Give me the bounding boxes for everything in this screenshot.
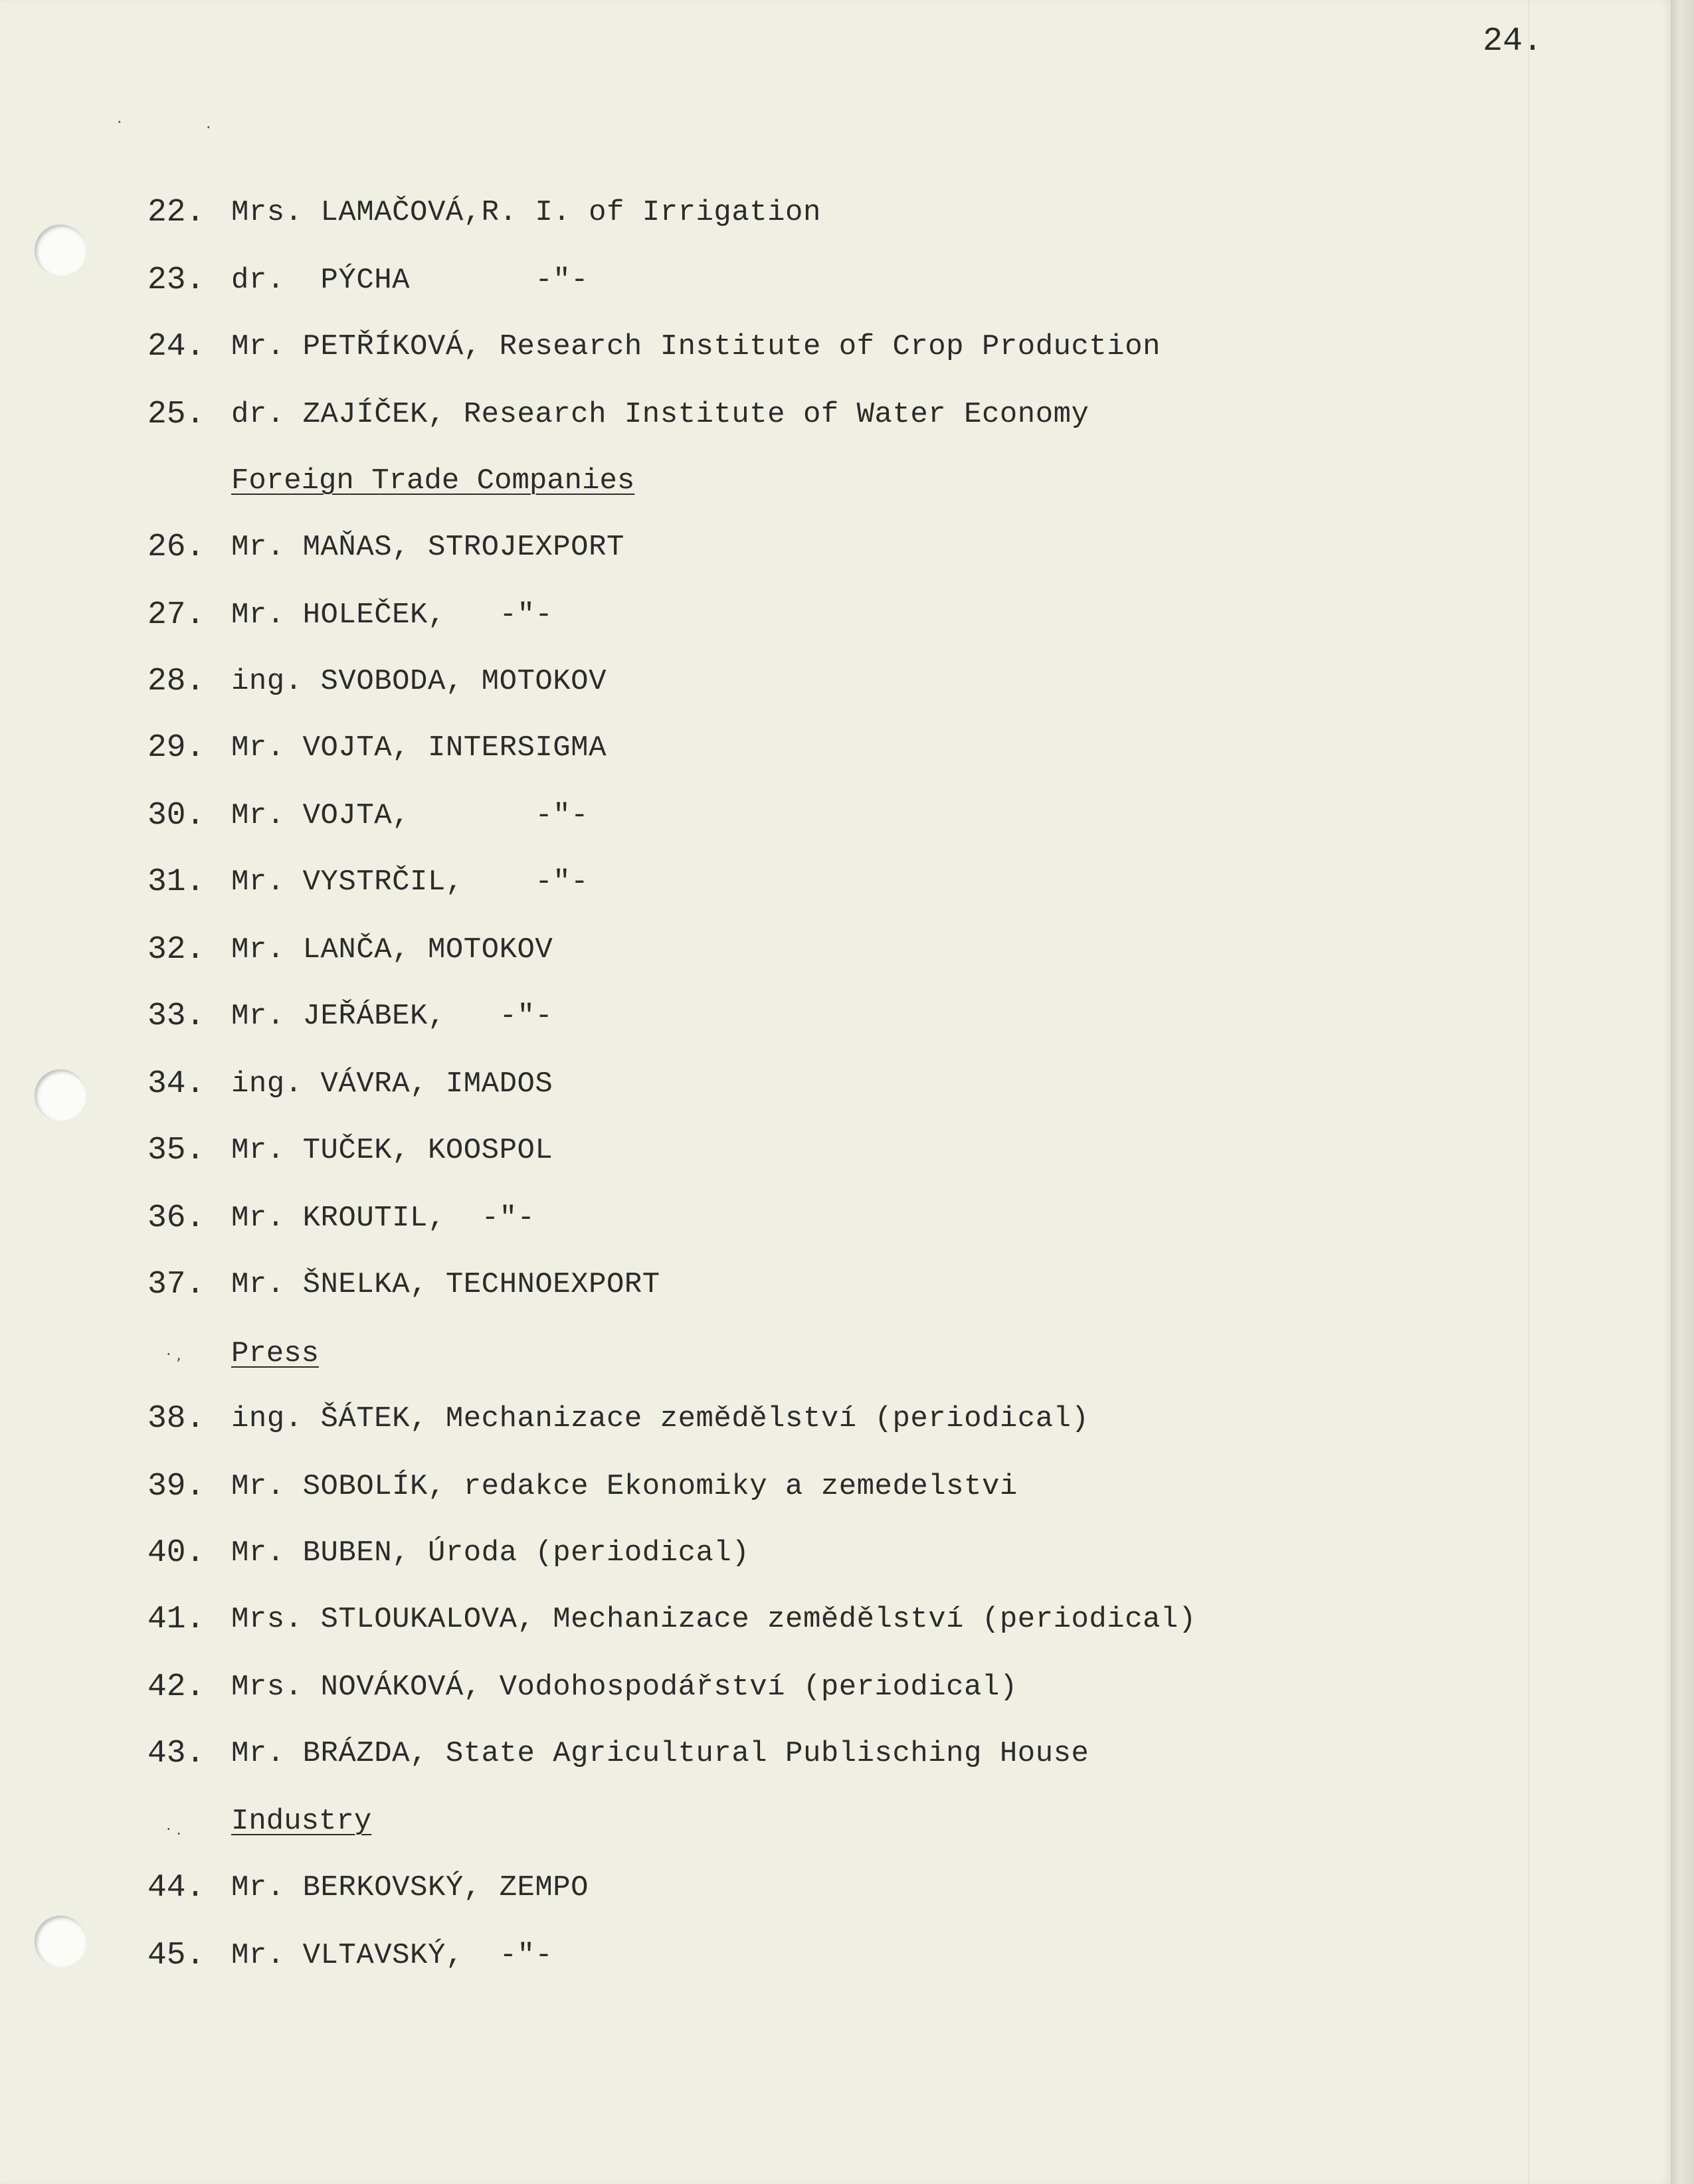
item-text: Mr. MAŇAS, STROJEXPORT (231, 531, 624, 564)
item-number: 29. (147, 730, 205, 766)
list-item (147, 1063, 553, 1105)
item-text: Mr. VLTAVSKÝ, -"- (231, 1939, 553, 1972)
item-text: Mr. LANČA, MOTOKOV (231, 933, 553, 966)
item-text: Mr. SOBOLÍK, redakce Ekonomiky a zemedelstvi (231, 1470, 1018, 1503)
item-text: Mr. VOJTA, INTERSIGMA (231, 731, 607, 765)
item-text: Mr. BRÁZDA, State Agricultural Publisching House (231, 1737, 1089, 1770)
list-item (147, 393, 1089, 436)
paper-speck: · (117, 113, 122, 132)
item-text: Mr. TUČEK, KOOSPOL (231, 1134, 553, 1167)
section-heading-industry: Industry (231, 1805, 372, 1838)
item-number: 34. (147, 1066, 205, 1102)
list-item (147, 1532, 750, 1574)
list-item (147, 1666, 1018, 1708)
item-text: Mrs. LAMAČOVÁ,R. I. of Irrigation (231, 196, 821, 229)
paper-speck: · (206, 118, 211, 137)
item-text: Mr. JEŘÁBEK, -"- (231, 1000, 553, 1033)
list-item (147, 1934, 553, 1977)
list-item (147, 1866, 589, 1909)
list-item (147, 1598, 1196, 1641)
item-number: 22. (147, 195, 205, 230)
item-text: Mr. VOJTA, -"- (231, 799, 589, 832)
item-number: 33. (147, 998, 205, 1034)
item-text: ing. ŠÁTEK, Mechanizace zemědělství (periodical) (231, 1402, 1089, 1435)
item-number: 24. (147, 329, 205, 365)
list-item (147, 325, 1161, 368)
paper-crease (1528, 0, 1529, 2184)
list-item (147, 259, 589, 302)
item-number: 31. (147, 864, 205, 900)
item-number: 38. (147, 1401, 205, 1437)
item-text: dr. ZAJÍČEK, Research Institute of Water Economy (231, 398, 1089, 431)
list-item (147, 1197, 535, 1239)
item-text: Mrs. STLOUKALOVA, Mechanizace zemědělství (periodical) (231, 1603, 1196, 1636)
item-text: Mr. ŠNELKA, TECHNOEXPORT (231, 1268, 660, 1301)
item-number: 25. (147, 397, 205, 432)
item-number: 23. (147, 262, 205, 298)
item-number: 39. (147, 1469, 205, 1504)
list-item (147, 526, 624, 569)
page-number: 24. (1483, 23, 1543, 60)
item-number: 35. (147, 1133, 205, 1168)
item-number: 36. (147, 1200, 205, 1236)
item-number: 42. (147, 1669, 205, 1705)
paper-speck: · . (166, 1820, 181, 1839)
item-text: Mr. BERKOVSKÝ, ZEMPO (231, 1871, 589, 1904)
punch-hole-bottom (35, 1916, 86, 1967)
list-item (147, 1263, 660, 1306)
list-item (147, 794, 589, 837)
list-item (147, 995, 553, 1038)
item-text: Mr. VYSTRČIL, -"- (231, 865, 589, 899)
paper-speck: · , (166, 1345, 181, 1364)
item-number: 30. (147, 798, 205, 834)
item-number: 37. (147, 1267, 205, 1303)
item-number: 43. (147, 1736, 205, 1772)
item-text: dr. PÝCHA -"- (231, 264, 589, 297)
list-item (147, 1465, 1018, 1508)
item-number: 41. (147, 1601, 205, 1637)
item-number: 44. (147, 1870, 205, 1906)
list-item (147, 594, 553, 636)
list-item (147, 660, 607, 703)
item-number: 26. (147, 529, 205, 565)
list-item (147, 1398, 1089, 1440)
item-number: 45. (147, 1938, 205, 1973)
item-text: ing. VÁVRA, IMADOS (231, 1067, 553, 1101)
item-number: 27. (147, 597, 205, 633)
item-number: 28. (147, 664, 205, 699)
list-item (147, 1129, 553, 1172)
punch-hole-top (35, 225, 86, 276)
next-page-edge (1671, 0, 1694, 2184)
punch-hole-middle (35, 1069, 86, 1121)
list-item (147, 1732, 1089, 1775)
item-text: ing. SVOBODA, MOTOKOV (231, 665, 607, 698)
section-heading-foreign-trade: Foreign Trade Companies (231, 464, 635, 498)
list-item (147, 929, 553, 971)
item-text: Mr. HOLEČEK, -"- (231, 598, 553, 632)
list-item (147, 191, 821, 234)
item-number: 40. (147, 1535, 205, 1571)
item-text: Mrs. NOVÁKOVÁ, Vodohospodářství (periodical) (231, 1671, 1018, 1704)
section-heading-press: Press (231, 1337, 320, 1370)
list-item (147, 727, 607, 769)
item-text: Mr. KROUTIL, -"- (231, 1202, 535, 1235)
item-text: Mr. BUBEN, Úroda (periodical) (231, 1536, 750, 1570)
list-item (147, 861, 589, 903)
item-number: 32. (147, 932, 205, 968)
item-text: Mr. PETŘÍKOVÁ, Research Institute of Crop Production (231, 330, 1161, 363)
